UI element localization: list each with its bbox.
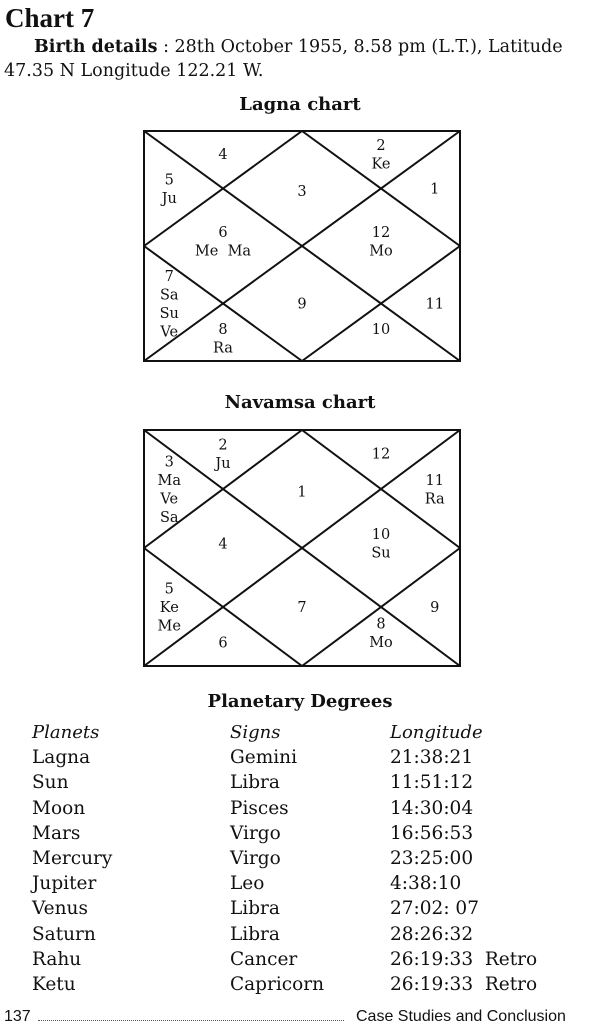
table-row bbox=[32, 896, 572, 921]
lagna-sign-number: 3 bbox=[297, 183, 307, 200]
table-row bbox=[32, 972, 572, 997]
navamsa-sign-number: 1 bbox=[297, 484, 307, 501]
navamsa-sign-number: 12 bbox=[371, 446, 391, 463]
table-row bbox=[32, 846, 572, 871]
column-header-planet: Planets bbox=[32, 722, 100, 743]
lagna-chart-title: Lagna chart bbox=[239, 94, 361, 115]
lagna-planet-label: Ve bbox=[160, 324, 179, 341]
navamsa-sign-number: 3 bbox=[164, 454, 174, 471]
navamsa-sign-number: 5 bbox=[164, 581, 174, 598]
table-row bbox=[32, 770, 572, 795]
navamsa-sign-number: 7 bbox=[297, 600, 307, 616]
navamsa-sign-number: 4 bbox=[218, 536, 228, 553]
navamsa-sign-number: 8 bbox=[376, 616, 386, 633]
lagna-sign-number: 10 bbox=[371, 321, 391, 338]
navamsa-house-3 bbox=[158, 454, 182, 526]
table-row bbox=[32, 947, 572, 972]
longitude-cell: 14:30:04 bbox=[390, 797, 474, 819]
navamsa-house-8 bbox=[369, 617, 393, 652]
table-row bbox=[32, 821, 572, 846]
lagna-sign-number: 4 bbox=[218, 147, 228, 163]
lagna-sign-number: 6 bbox=[218, 225, 228, 242]
table-row bbox=[32, 871, 572, 896]
lagna-planet-label: Sa bbox=[159, 287, 179, 304]
sign-cell: Leo bbox=[230, 873, 265, 895]
navamsa-planet-label: Sa bbox=[159, 509, 179, 526]
sign-cell: Virgo bbox=[230, 847, 281, 869]
navamsa-house-6 bbox=[218, 635, 227, 651]
planet-cell: Jupiter bbox=[32, 873, 97, 895]
lagna-planet-label: Ke bbox=[371, 156, 391, 173]
planet-cell: Sun bbox=[32, 772, 69, 794]
lagna-planet-label: Ra bbox=[213, 340, 233, 357]
table-header-row bbox=[32, 720, 572, 745]
sign-cell: Cancer bbox=[230, 948, 298, 970]
navamsa-sign-number: 10 bbox=[371, 527, 391, 544]
lagna-sign-number: 5 bbox=[164, 172, 174, 189]
footer-text: Case Studies and Conclusion bbox=[356, 1008, 566, 1025]
sign-cell: Pisces bbox=[230, 797, 289, 819]
column-header-sign: Signs bbox=[230, 722, 281, 743]
longitude-cell: 21:38:21 bbox=[390, 747, 474, 769]
planet-cell: Lagna bbox=[32, 747, 91, 769]
navamsa-house-4 bbox=[218, 536, 227, 552]
navamsa-chart-title: Navamsa chart bbox=[224, 392, 376, 413]
navamsa-planet-label: Ke bbox=[159, 600, 179, 616]
table-row bbox=[32, 796, 572, 821]
navamsa-sign-number: 2 bbox=[218, 437, 228, 454]
lagna-sign-number: 1 bbox=[430, 181, 440, 198]
table-row bbox=[32, 745, 572, 770]
lagna-planet-label: Me Ma bbox=[194, 243, 252, 260]
longitude-cell: 26:19:33 Retro bbox=[390, 948, 538, 970]
planet-cell: Mars bbox=[32, 822, 81, 844]
navamsa-house-10 bbox=[371, 527, 390, 562]
sign-cell: Libra bbox=[230, 923, 280, 945]
longitude-cell: 27:02: 07 bbox=[390, 898, 479, 920]
lagna-planet-label: Su bbox=[159, 305, 179, 322]
page-footer bbox=[4, 1006, 596, 1030]
birth-details-label: Birth details bbox=[34, 37, 158, 57]
longitude-cell: 23:25:00 bbox=[390, 847, 474, 869]
longitude-cell: 11:51:12 bbox=[390, 772, 474, 794]
navamsa-house-5 bbox=[158, 582, 181, 635]
longitude-cell: 28:26:32 bbox=[390, 923, 474, 945]
lagna-sign-number: 7 bbox=[164, 268, 174, 285]
planet-cell: Ketu bbox=[32, 973, 76, 995]
footer-rule bbox=[38, 1020, 344, 1021]
lagna-planet-label: Ju bbox=[161, 190, 177, 207]
navamsa-planet-label: Ra bbox=[424, 491, 445, 508]
lagna-sign-number: 9 bbox=[297, 296, 307, 313]
navamsa-house-2 bbox=[213, 437, 230, 472]
birth-details-text-2: 47.35 N Longitude 122.21 W. bbox=[4, 61, 264, 81]
birth-details-text-1: : 28th October 1955, 8.58 pm (L.T.), Latitude bbox=[157, 37, 563, 57]
navamsa-planet-label: Me bbox=[157, 618, 181, 635]
navamsa-house-7 bbox=[297, 600, 306, 616]
navamsa-planet-label: Su bbox=[371, 545, 391, 562]
longitude-cell: 16:56:53 bbox=[390, 822, 474, 844]
lagna-sign-number: 12 bbox=[371, 225, 391, 242]
planetary-degrees-table bbox=[32, 720, 572, 997]
sign-cell: Virgo bbox=[230, 822, 281, 844]
navamsa-sign-number: 9 bbox=[430, 600, 440, 616]
planet-cell: Rahu bbox=[32, 948, 82, 970]
navamsa-planet-label: Mo bbox=[369, 635, 393, 652]
lagna-sign-number: 11 bbox=[425, 296, 444, 313]
sign-cell: Gemini bbox=[230, 747, 298, 769]
navamsa-planet-label: Ju bbox=[215, 455, 231, 472]
navamsa-sign-number: 6 bbox=[218, 635, 228, 652]
planet-cell: Moon bbox=[32, 797, 86, 819]
navamsa-planet-label: Ma bbox=[157, 472, 182, 489]
planetary-degrees-title: Planetary Degrees bbox=[207, 691, 393, 712]
longitude-cell: 4:38:10 bbox=[390, 873, 462, 895]
planet-cell: Venus bbox=[32, 898, 88, 920]
navamsa-house-11 bbox=[425, 473, 445, 508]
page-number: 137 bbox=[4, 1008, 31, 1025]
column-header-longitude: Longitude bbox=[390, 722, 483, 743]
planet-cell: Mercury bbox=[32, 847, 113, 869]
navamsa-planet-label: Ve bbox=[160, 491, 179, 508]
chart-heading: Chart 7 bbox=[5, 3, 95, 33]
lagna-planet-label: Mo bbox=[369, 243, 393, 260]
sign-cell: Libra bbox=[230, 772, 280, 794]
navamsa-house-12 bbox=[372, 447, 390, 463]
navamsa-house-9 bbox=[430, 600, 439, 616]
navamsa-house-1 bbox=[297, 484, 306, 500]
lagna-sign-number: 8 bbox=[218, 321, 228, 338]
longitude-cell: 26:19:33 Retro bbox=[390, 973, 538, 995]
planet-cell: Saturn bbox=[32, 923, 96, 945]
sign-cell: Libra bbox=[230, 898, 280, 920]
navamsa-sign-number: 11 bbox=[425, 472, 444, 489]
table-row bbox=[32, 922, 572, 947]
lagna-sign-number: 2 bbox=[376, 137, 386, 154]
sign-cell: Capricorn bbox=[230, 973, 325, 995]
